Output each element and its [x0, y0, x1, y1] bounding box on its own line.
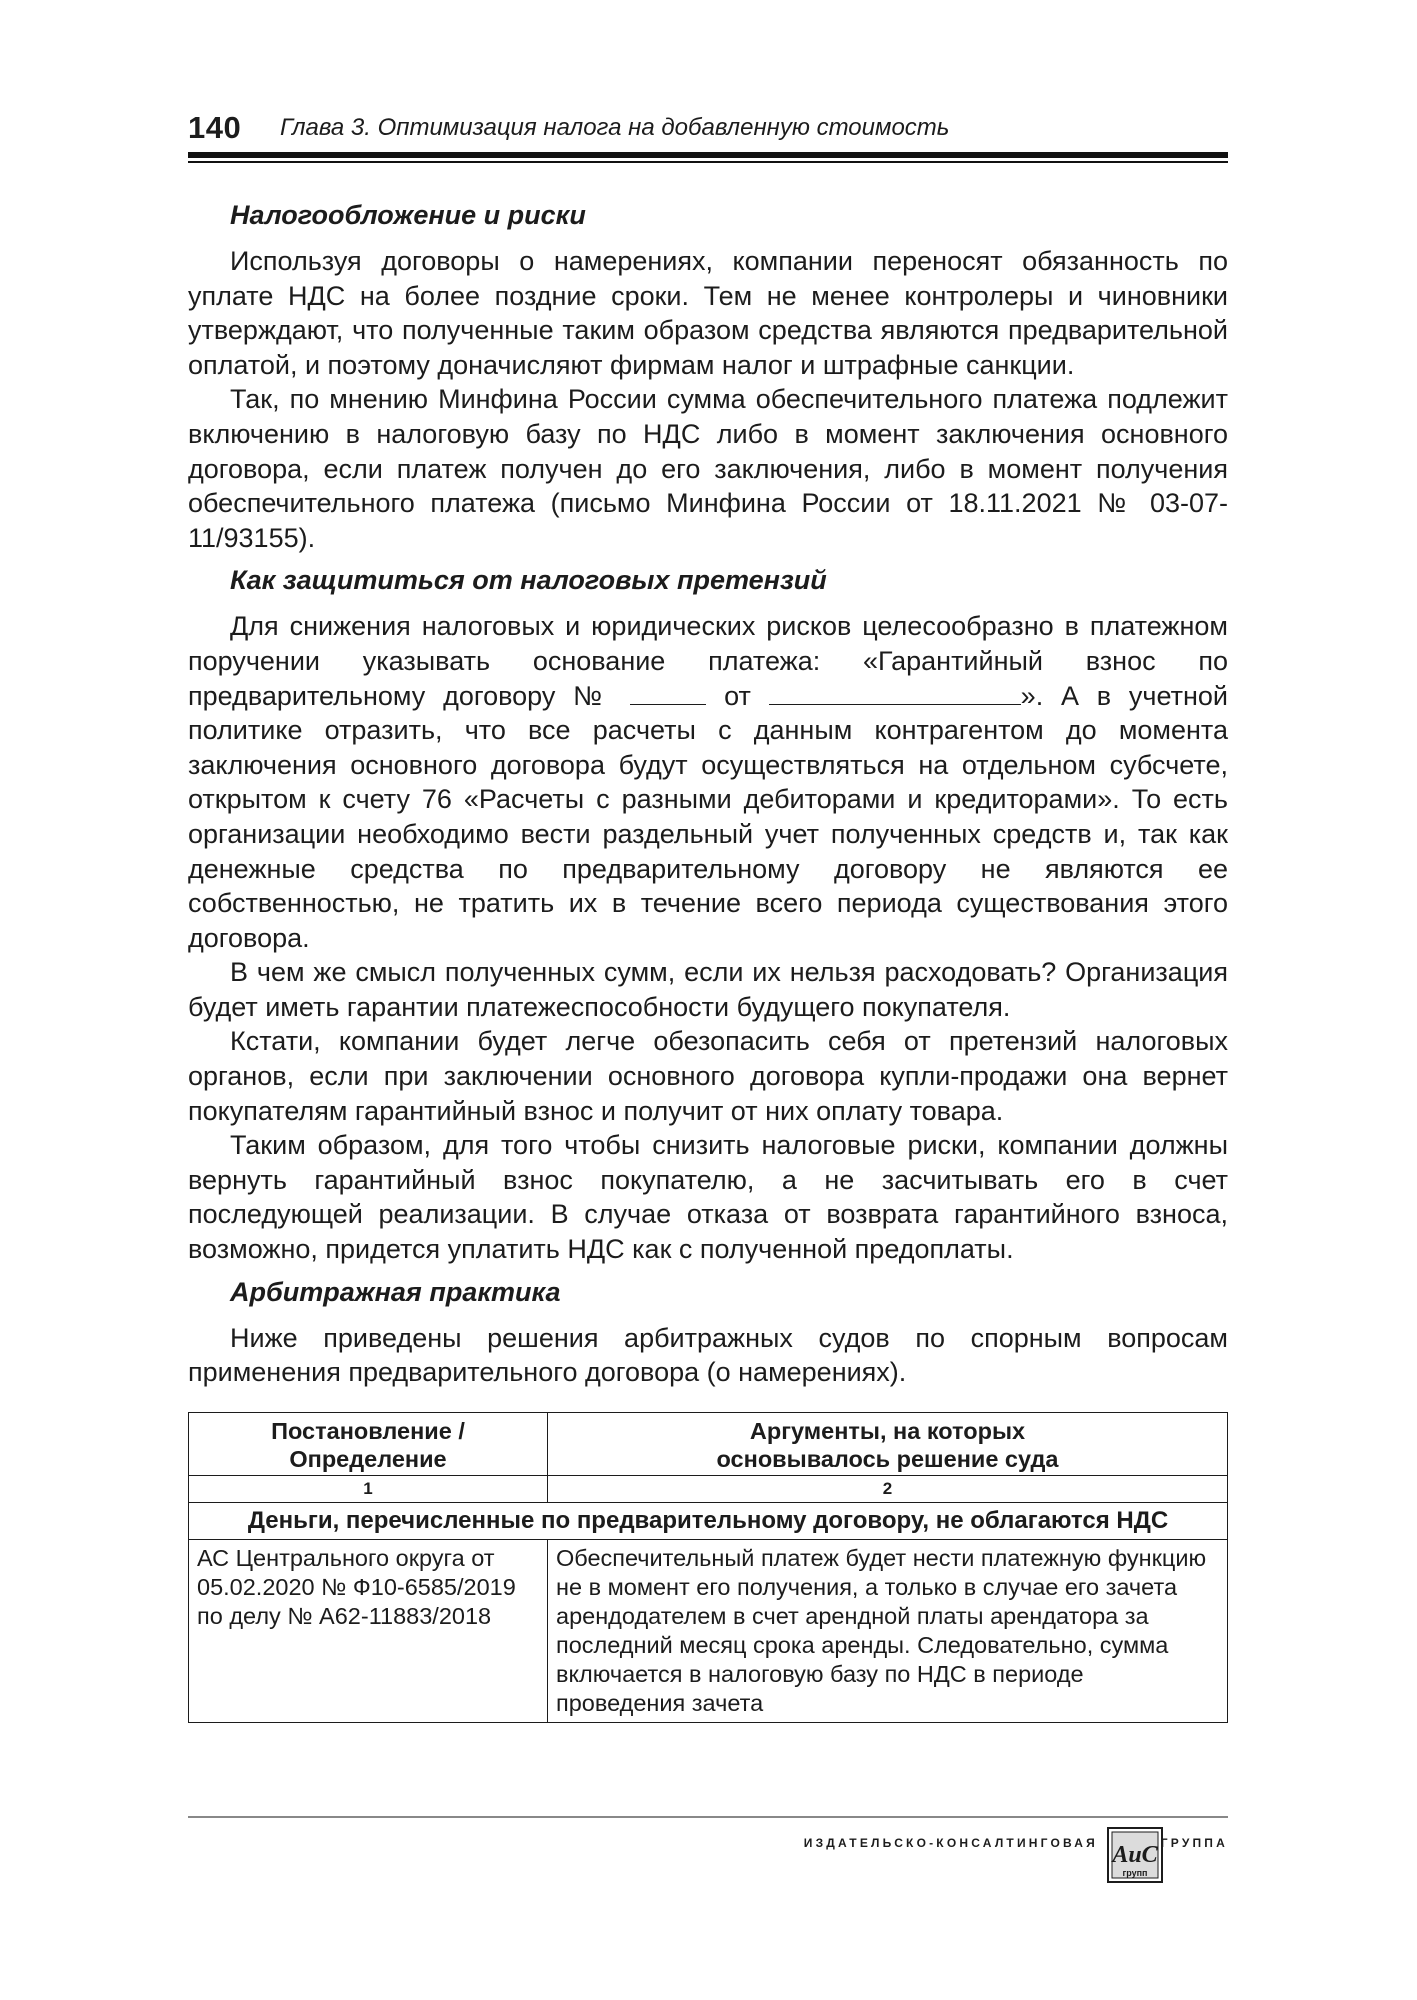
blank-number-line	[630, 682, 706, 705]
paragraph: Ниже приведены решения арбитражных судов по спорным вопросам применения предварительного договора (о намерениях).	[188, 1322, 1228, 1388]
table-header-row	[189, 1412, 1228, 1475]
blank-date-line	[769, 682, 1021, 705]
section-heading-protection: Как защититься от налоговых претензий	[230, 565, 827, 596]
table-row	[189, 1539, 1228, 1722]
paragraph-part: от	[724, 680, 751, 711]
paragraph-part: Для снижения налоговых и юридических рисков целесообразно в платежном поручении указывать основание платежа: «Гарантийный взнос по предварительному договору №	[188, 611, 1228, 711]
paragraph: Кстати, компании будет легче обезопасить себя от претензий налоговых органов, если при заключении основного договора купли-продажи она вернет покупателям гарантийный взнос и получит от них оплату товара.	[188, 1026, 1228, 1126]
header-rule-thin	[188, 161, 1228, 163]
column-number: 1	[189, 1475, 548, 1502]
paragraph: Таким образом, для того чтобы снизить налоговые риски, компании должны вернуть гарантийный взнос покупателю, а не засчитывать его в счет последующей реализации. В случае отказа от возврата гарантийного взноса, возможно, придется уплатить НДС как с полученной предоплаты.	[188, 1130, 1228, 1265]
page-number: 140	[188, 110, 242, 145]
logo-letters: АиС	[1112, 1842, 1158, 1868]
court-rulings-table	[188, 1412, 1228, 1723]
column-number: 2	[548, 1475, 1228, 1502]
page-content	[188, 198, 1228, 1723]
ruling-cell: АС Центрального округа от 05.02.2020 № Ф10-6585/2019 по делу № А62-11883/2018	[189, 1539, 548, 1722]
section-heading-arbitration: Арбитражная практика	[230, 1276, 561, 1307]
table-section-title: Деньги, перечисленные по предварительному договору, не облагаются НДС	[189, 1502, 1228, 1539]
logo-caption: групп	[1122, 1868, 1148, 1878]
paragraph: В чем же смысл полученных сумм, если их нельзя расходовать? Организация будет иметь гарантии платежеспособности будущего покупателя.	[188, 957, 1228, 1022]
column-header-arguments: Аргументы, на которых основывалось решение суда	[548, 1412, 1228, 1475]
table-section-row	[189, 1502, 1228, 1539]
column-number-row	[189, 1475, 1228, 1502]
publisher-name-right: ГРУППА	[1160, 1836, 1228, 1850]
running-header	[188, 110, 1228, 150]
column-header-ruling: Постановление / Определение	[189, 1412, 548, 1475]
book-page	[188, 0, 1228, 2000]
chapter-title: Глава 3. Оптимизация налога на добавленную стоимость	[280, 114, 950, 141]
argument-cell: Обеспечительный платеж будет нести платежную функцию не в момент его получения, а только в случае его зачета арендодателем в счет арендной платы арендатора за последний месяц срока аренды. Следовательно, сумма включается в налоговую базу по НДС в периоде проведения зачета	[548, 1539, 1228, 1722]
header-rule-thick	[188, 152, 1228, 158]
footer-rule	[188, 1816, 1228, 1818]
paragraph: Так, по мнению Минфина России сумма обеспечительного платежа подлежит включению в налоговую базу по НДС либо в момент заключения основного договора, если платеж получен до его заключения, либо в момент получения обеспечительного платежа (письмо Минфина России от 18.11.2021 № 03-07-11/93155).	[188, 384, 1228, 553]
publisher-name-left: ИЗДАТЕЛЬСКО-КОНСАЛТИНГОВАЯ	[803, 1836, 1098, 1850]
publisher-logo-icon	[1106, 1826, 1164, 1884]
paragraph: Используя договоры о намерениях, компании переносят обязанность по уплате НДС на более поздние сроки. Тем не менее контролеры и чиновники утверждают, что полученные таким образом средства являются предварительной оплатой, и поэтому доначисляют фирмам налог и штрафные санкции.	[188, 246, 1228, 380]
section-heading-taxation: Налогообложение и риски	[230, 200, 586, 230]
paragraph-with-blanks	[188, 609, 1228, 955]
publisher-footer	[803, 1826, 1228, 1886]
paragraph-part: ». А в учетной политике отразить, что все расчеты с данным контрагентом до момента заключения основного договора будут осуществляться на отдельном субсчете, открытом к счету 76 «Расчеты с разными дебиторами и кредиторами». То есть организации необходимо вести раздельный учет полученных средств и, так как денежные средства по предварительному договору не являются ее собственностью, не тратить их в течение всего периода существования этого договора.	[188, 680, 1228, 953]
